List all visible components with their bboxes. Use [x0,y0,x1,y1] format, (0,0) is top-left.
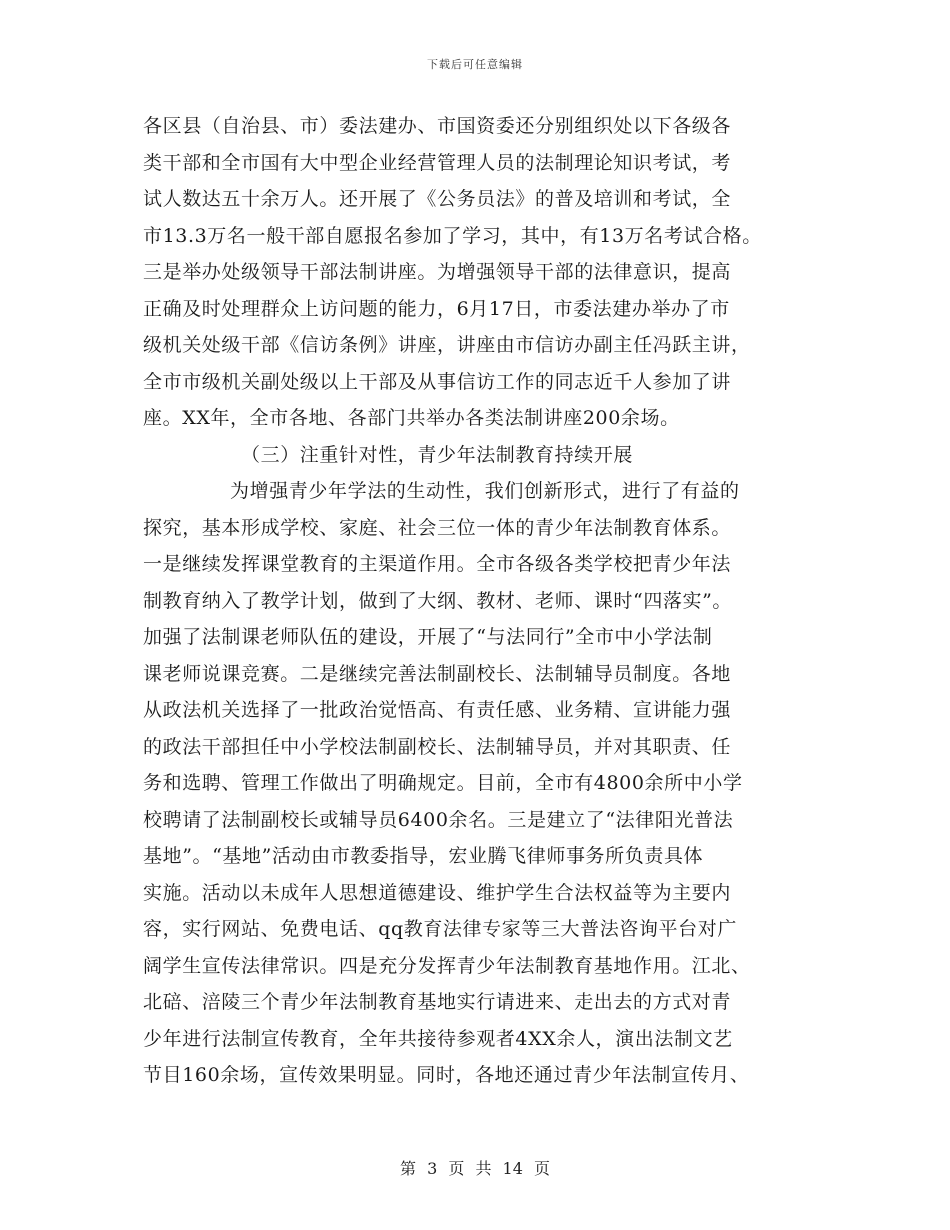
body-line: 制教育纳入了教学计划，做到了大纲、教材、老师、课时“四落实”。 [143,589,733,612]
header-note: 下载后可任意编辑 [427,58,523,71]
document-body [143,108,843,1094]
body-line: 试人数达五十余万人。还开展了《公务员法》的普及培训和考试，全 [143,188,732,210]
body-line: 的政法干部担任中小学校法制副校长、法制辅导员，并对其职责、任 [143,735,732,758]
body-line: 基地”。“基地”活动由市教委指导，宏业腾飞律师事务所负责具体 [143,845,704,867]
body-line: 实施。活动以未成年人思想道德建设、维护学生合法权益等为主要内 [143,881,732,904]
body-line: 三是举办处级领导干部法制讲座。为增强领导干部的法律意识，提高 [143,261,732,283]
paragraph-start-line: 为增强青少年学法的生动性，我们创新形式，进行了有益的 [230,480,740,502]
body-line: 类干部和全市国有大中型企业经营管理人员的法制理论知识考试，考 [143,151,732,174]
body-line: 级机关处级干部《信访条例》讲座，讲座由市信访办副主任冯跃主讲， [143,334,751,356]
body-line: 探究，基本形成学校、家庭、社会三位一体的青少年法制教育体系。 [143,516,732,539]
body-line: 务和选聘、管理工作做出了明确规定。目前，全市有4800余所中小学 [143,772,743,794]
body-line: 从政法机关选择了一批政治觉悟高、有责任感、业务精、宣讲能力强 [143,699,732,721]
body-line: 课老师说课竞赛。二是继续完善法制副校长、法制辅导员制度。各地 [143,662,732,685]
body-line: 加强了法制课老师队伍的建设，开展了“与法同行”全市中小学法制 [143,626,713,648]
page-number-footer: 第 3 页 共 14 页 [400,1159,550,1178]
body-line: 各区县（自治县、市）委法建办、市国资委还分别组织处以下各级各 [143,115,732,137]
body-line: 少年进行法制宣传教育，全年共接待参观者4XX余人，演出法制文艺 [143,1027,733,1050]
body-line: 一是继续发挥课堂教育的主渠道作用。全市各级各类学校把青少年法 [143,553,732,575]
body-line: 市13.3万名一般干部自愿报名参加了学习，其中，有13万名考试合格。 [143,224,762,247]
body-line: 校聘请了法制副校长或辅导员6400余名。三是建立了“法律阳光普法 [143,808,734,831]
body-line: 全市市级机关副处级以上干部及从事信访工作的同志近千人参加了讲 [143,370,732,393]
section-heading: （三）注重针对性，青少年法制教育持续开展 [241,443,634,466]
body-line: 座。XX年，全市各地、各部门共举办各类法制讲座200余场。 [143,407,680,429]
body-line: 正确及时处理群众上访问题的能力，6月17日，市委法建办举办了市 [143,297,730,320]
body-line: 北碚、涪陵三个青少年法制教育基地实行请进来、走出去的方式对青 [143,991,732,1013]
body-line: 容，实行网站、免费电话、qq教育法律专家等三大普法咨询平台对广 [143,918,737,940]
body-line: 阔学生宣传法律常识。四是充分发挥青少年法制教育基地作用。江北、 [143,954,751,977]
body-line: 节目160余场，宣传效果明显。同时，各地还通过青少年法制宣传月、 [143,1064,750,1086]
